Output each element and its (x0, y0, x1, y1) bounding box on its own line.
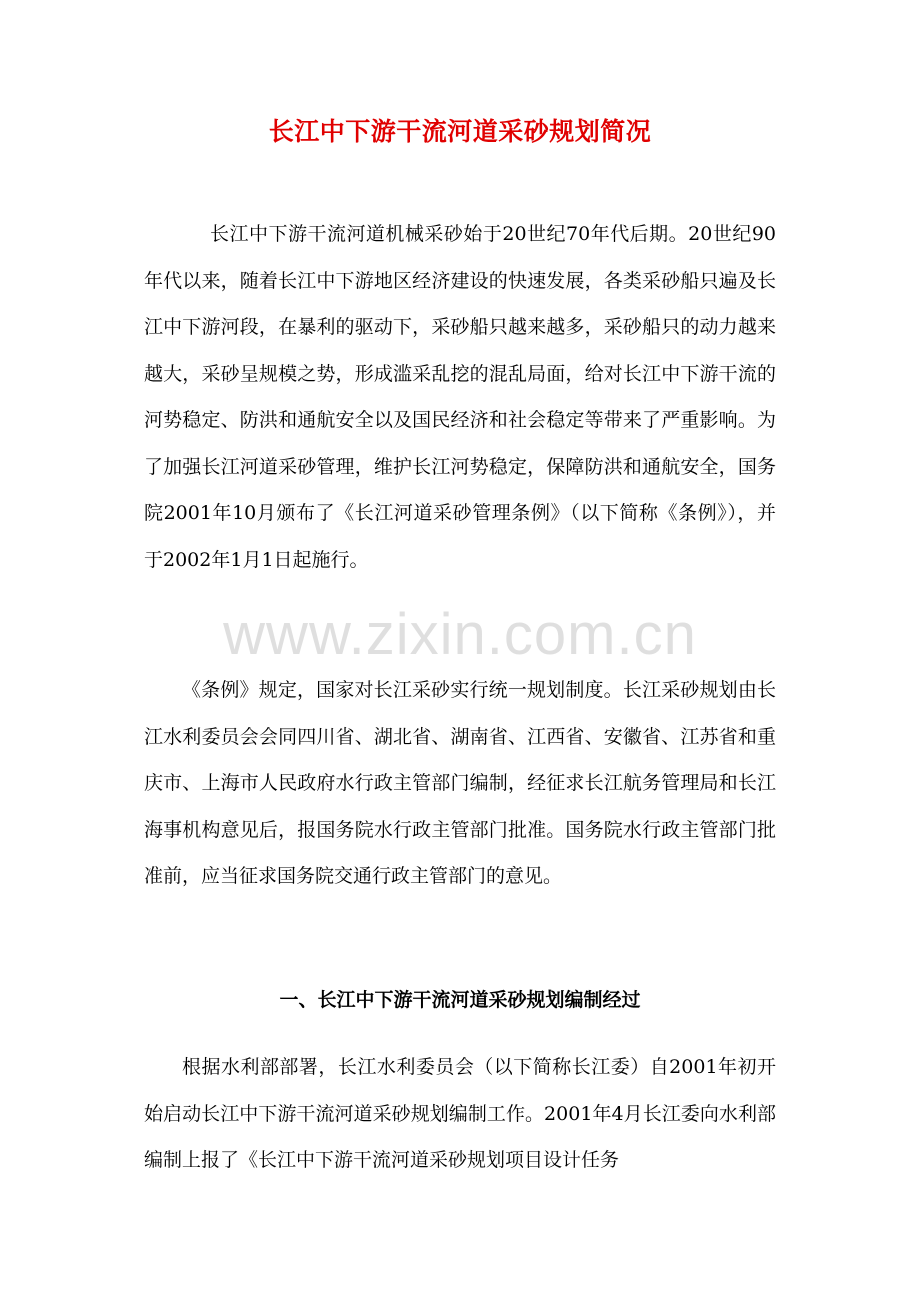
watermark: www.zixin.com.cn (223, 602, 697, 667)
paragraph-intro: 长江中下游干流河道机械采砂始于20世纪70年代后期。20世纪90年代以来，随着长江中下游地区经济建设的快速发展，各类采砂船只遍及长江中下游河段，在暴利的驱动下，采砂船只越来越多，采砂船只的动力越来越大，采砂呈规模之势，形成滥采乱挖的混乱局面，给对长江中下游干流的河势稳定、防洪和通航安全以及国民经济和社会稳定等带来了严重影响。为了加强长江河道采砂管理，维护长江河势稳定，保障防洪和通航安全，国务院2001年10月颁布了《长江河道采砂管理条例》（以下简称《条例》），并于2002年1月1日起施行。 (144, 223, 776, 571)
paragraph-section-1: 根据水利部部署，长江水利委员会（以下简称长江委）自2001年初开始启动长江中下游干流河道采砂规划编制工作。2001年4月长江委向水利部编制上报了《长江中下游干流河道采砂规划项目设计任务 (144, 1056, 776, 1171)
document-title: 长江中下游干流河道采砂规划简况 (268, 117, 652, 146)
section-heading: 一、长江中下游干流河道采砂规划编制经过 (279, 989, 641, 1011)
paragraph-regulation: 《条例》规定，国家对长江采砂实行统一规划制度。长江采砂规划由长江水利委员会会同四川省、湖北省、湖南省、江西省、安徽省、江苏省和重庆市、上海市人民政府水行政主管部门编制，经征求长江航务管理局和长江海事机构意见后，报国务院水行政主管部门批准。国务院水行政主管部门批准前，应当征求国务院交通行政主管部门的意见。 (144, 679, 776, 887)
